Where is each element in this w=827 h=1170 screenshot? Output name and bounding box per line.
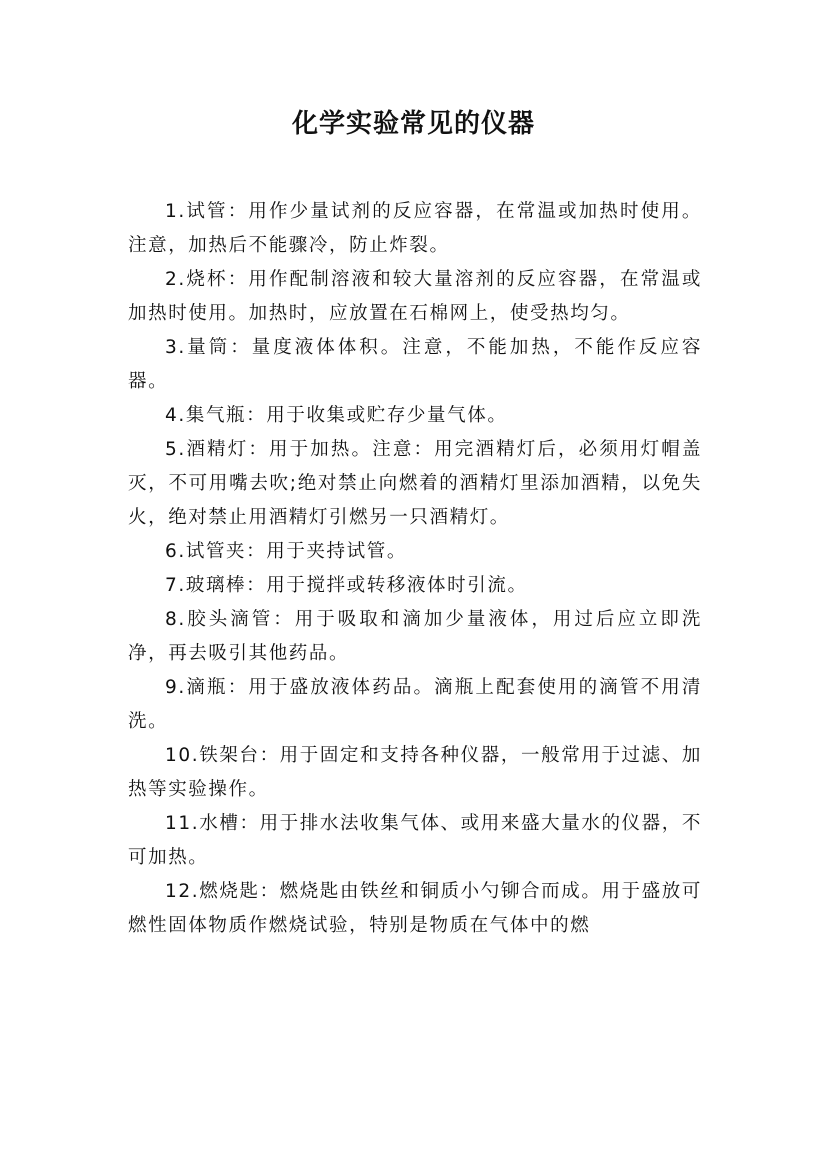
paragraph-iron-stand: 10.铁架台：用于固定和支持各种仪器，一般常用于过滤、加热等实验操作。 xyxy=(128,745,702,800)
paragraph-test-tube-holder: 6.试管夹：用于夹持试管。 xyxy=(165,541,407,562)
paragraph-test-tube: 1.试管：用作少量试剂的反应容器，在常温或加热时使用。注意，加热后不能骤冷，防止炸裂。 xyxy=(128,201,702,256)
paragraph-water-trough: 11.水槽：用于排水法收集气体、或用来盛大量水的仪器，不可加热。 xyxy=(128,813,702,868)
paragraph-combustion-spoon: 12.燃烧匙：燃烧匙由铁丝和铜质小勺铆合而成。用于盛放可燃性固体物质作燃烧试验，特别是物质在气体中的燃 xyxy=(128,881,702,936)
paragraph-dropping-bottle: 9.滴瓶：用于盛放液体药品。滴瓶上配套使用的滴管不用清洗。 xyxy=(128,677,702,732)
paragraph-dropper: 8.胶头滴管：用于吸取和滴加少量液体，用过后应立即洗净，再去吸引其他药品。 xyxy=(128,609,702,664)
document-body xyxy=(128,195,702,943)
paragraph-beaker: 2.烧杯：用作配制溶液和较大量溶剂的反应容器，在常温或加热时使用。加热时，应放置在石棉网上，使受热均匀。 xyxy=(128,269,702,324)
document-title: 化学实验常见的仪器 xyxy=(291,109,535,139)
paragraph-measuring-cylinder: 3.量筒：量度液体体积。注意，不能加热，不能作反应容器。 xyxy=(128,337,702,392)
paragraph-alcohol-lamp: 5.酒精灯：用于加热。注意：用完酒精灯后，必须用灯帽盖灭，不可用嘴去吹;绝对禁止向燃着的酒精灯里添加酒精，以免失火，绝对禁止用酒精灯引燃另一只酒精灯。 xyxy=(128,439,702,528)
paragraph-glass-rod: 7.玻璃棒：用于搅拌或转移液体时引流。 xyxy=(165,575,528,596)
paragraph-gas-jar: 4.集气瓶：用于收集或贮存少量气体。 xyxy=(165,405,508,426)
